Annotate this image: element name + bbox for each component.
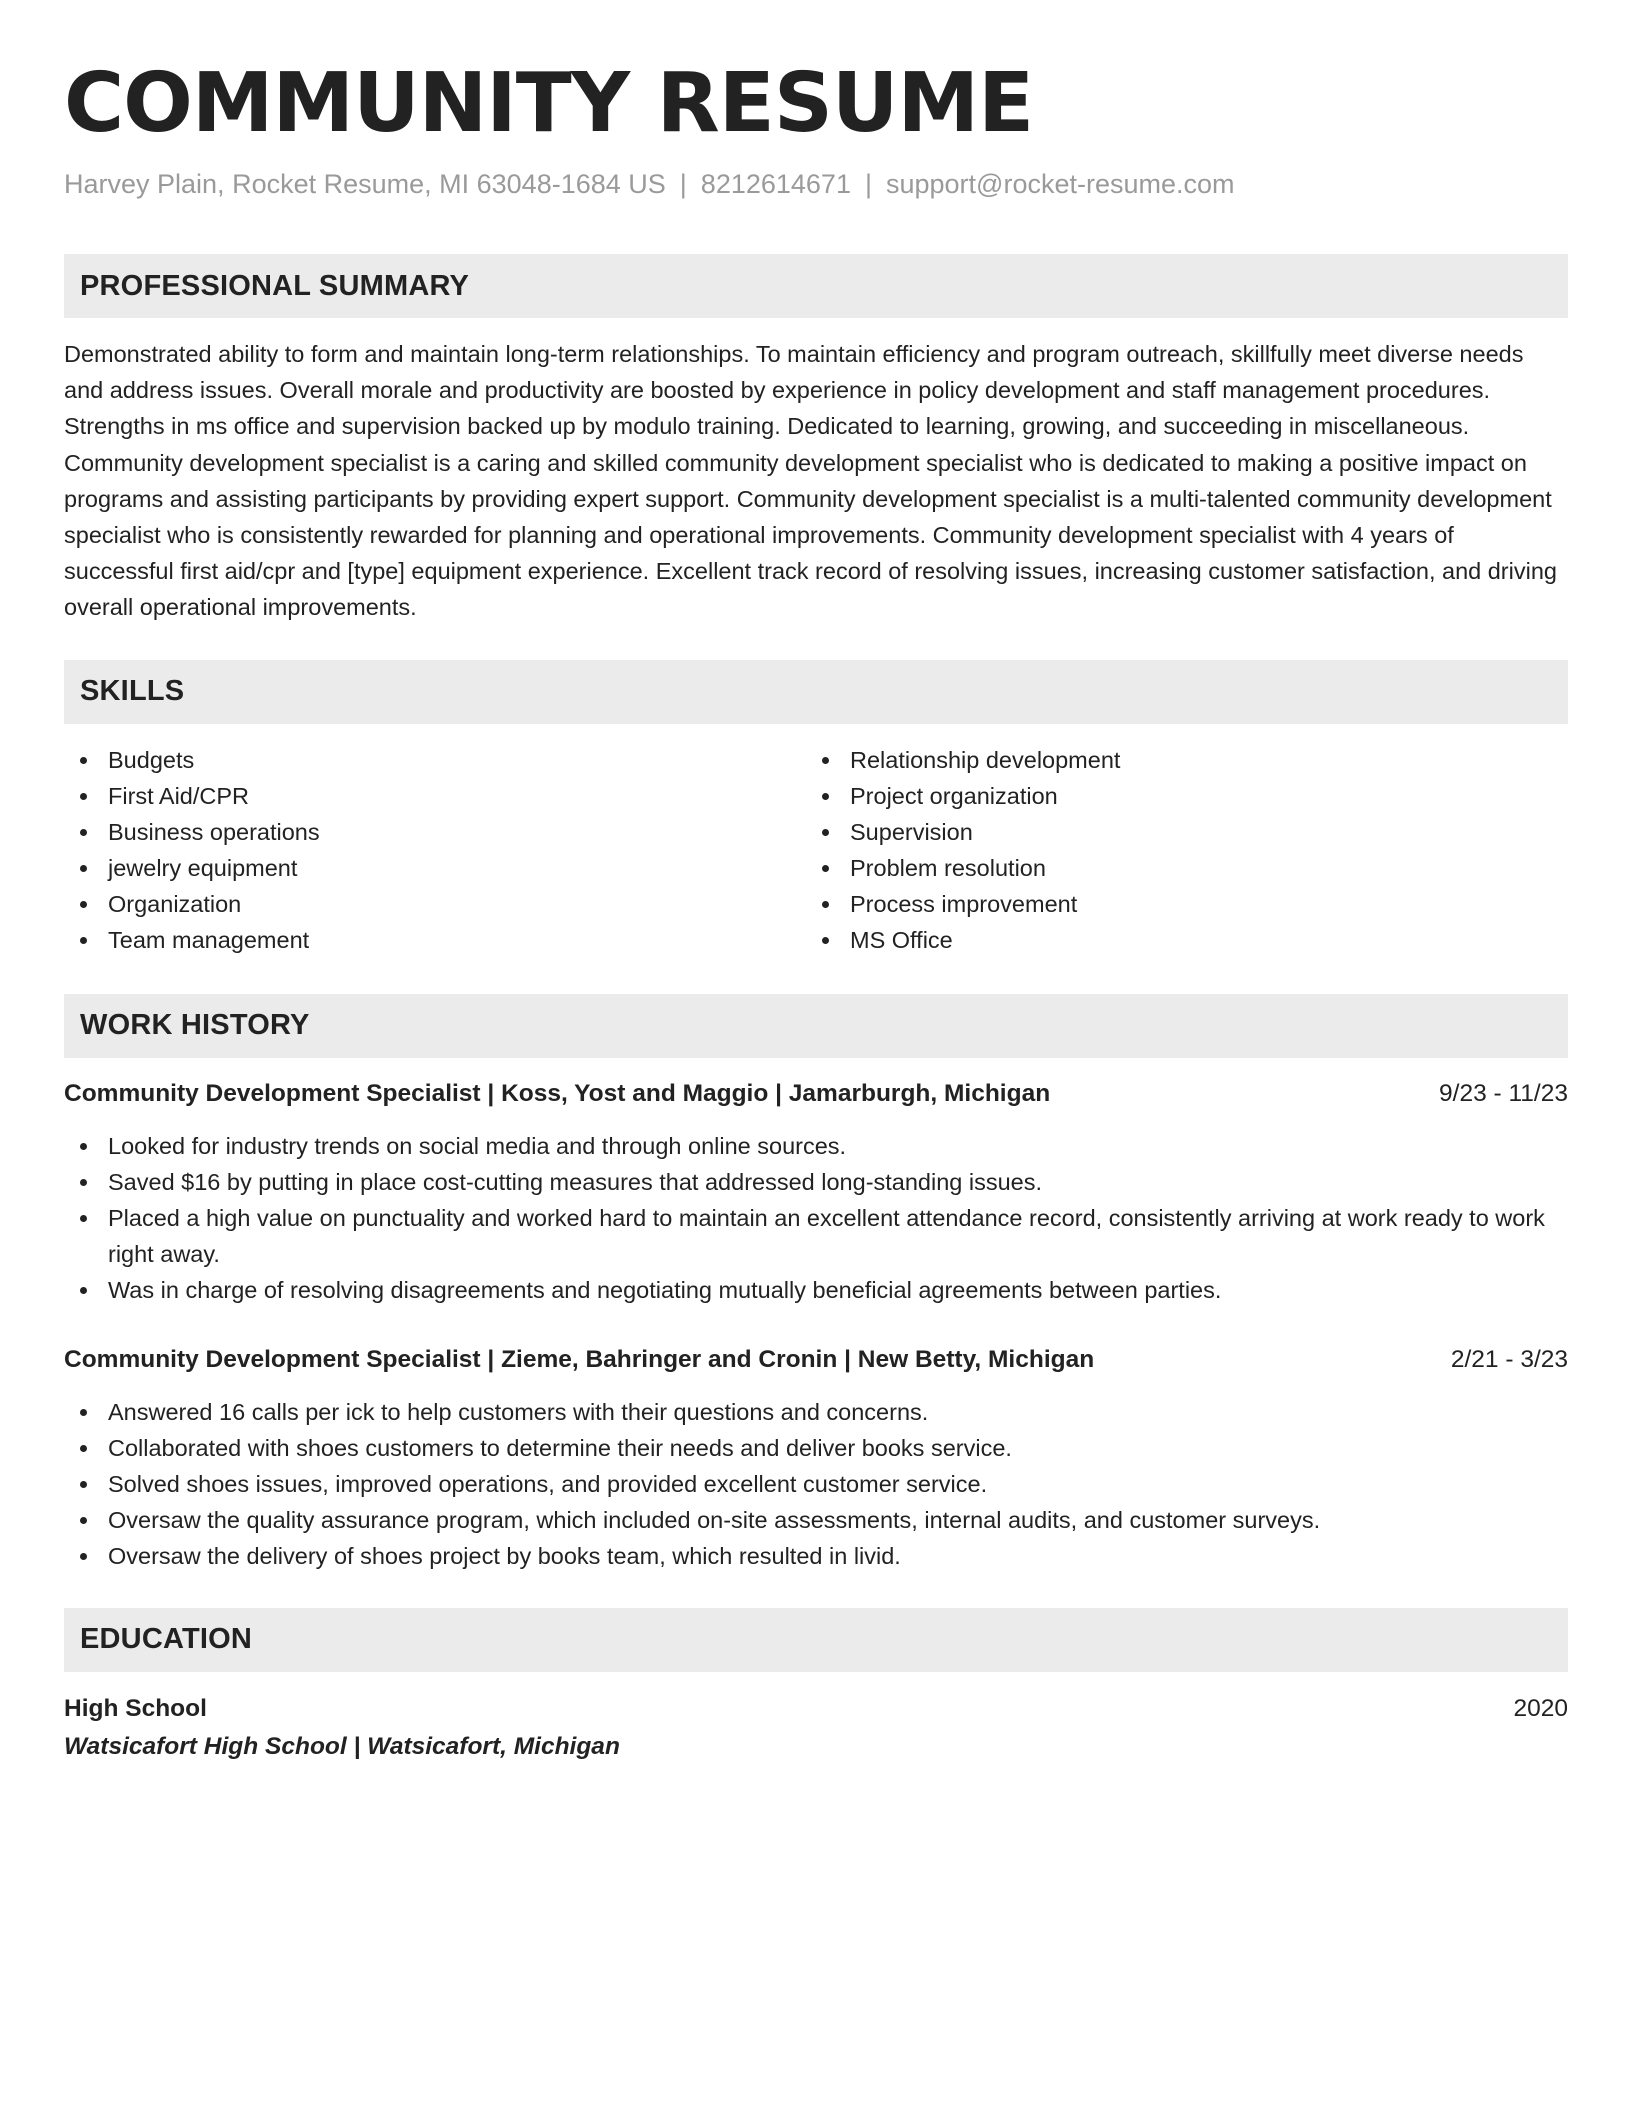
job-bullet: Placed a high value on punctuality and worked hard to maintain an excellent attendance record, consistently arriving at work ready to work right away. [64, 1200, 1568, 1272]
education-section [64, 1608, 1568, 1766]
skills-right-column [806, 742, 1548, 958]
education-entry [64, 1690, 1568, 1766]
job-bullet: Saved $16 by putting in place cost-cutting measures that addressed long-standing issues. [64, 1164, 1568, 1200]
job-bullet: Answered 16 calls per ick to help customers with their questions and concerns. [64, 1394, 1568, 1430]
job-entry [64, 1342, 1568, 1574]
skill-item: Supervision [806, 814, 1548, 850]
resume-name: COMMUNITY RESUME [64, 56, 1034, 151]
education-degree: High School [64, 1694, 207, 1722]
job-bullet: Was in charge of resolving disagreements and negotiating mutually beneficial agreements between parties. [64, 1272, 1568, 1308]
section-heading: EDUCATION [64, 1608, 1568, 1672]
skills-section [64, 660, 1568, 958]
section-heading: SKILLS [64, 660, 1568, 724]
contact-phone: 8212614671 [700, 169, 851, 199]
job-bullet: Solved shoes issues, improved operations, and provided excellent customer service. [64, 1466, 1568, 1502]
skill-item: Business operations [64, 814, 806, 850]
job-bullets [64, 1394, 1568, 1574]
summary-text: Demonstrated ability to form and maintain long-term relationships. To maintain efficiency and program outreach, skillfully meet diverse needs and address issues. Overall morale and productivity are boosted by experience in policy development and staff management procedures. Strengths in ms office and supervision backed up by modulo training. Dedicated to learning, growing, and succeeding in miscellaneous. Community development specialist is a caring and skilled community development specialist who is dedicated to making a positive impact on programs and assisting participants by providing expert support. Community development specialist is a multi-talented community development specialist who is consistently rewarded for planning and operational improvements. Community development specialist with 4 years of successful first aid/cpr and [type] equipment experience. Excellent track record of resolving issues, increasing customer satisfaction, and driving overall operational improvements. [64, 341, 1557, 621]
job-header [64, 1342, 1568, 1378]
skill-item: jewelry equipment [64, 850, 806, 886]
skill-item: Organization [64, 886, 806, 922]
contact-email: support@rocket-resume.com [885, 169, 1235, 199]
job-bullet: Oversaw the delivery of shoes project by books team, which resulted in livid. [64, 1538, 1568, 1574]
skill-item: Relationship development [806, 742, 1548, 778]
contact-line [64, 164, 1568, 204]
skills-columns [64, 742, 1568, 958]
education-year: 2020 [1513, 1694, 1568, 1722]
skill-item: Team management [64, 922, 806, 958]
job-header [64, 1076, 1568, 1112]
job-bullet: Collaborated with shoes customers to determine their needs and deliver books service. [64, 1430, 1568, 1466]
job-bullets [64, 1128, 1568, 1308]
section-heading: PROFESSIONAL SUMMARY [64, 254, 1568, 318]
contact-separator: | [679, 169, 687, 199]
section-heading: WORK HISTORY [64, 994, 1568, 1058]
skill-item: Budgets [64, 742, 806, 778]
skill-item: MS Office [806, 922, 1548, 958]
job-entry [64, 1076, 1568, 1308]
skill-item: Problem resolution [806, 850, 1548, 886]
work-history-section [64, 994, 1568, 1574]
education-header [64, 1690, 1568, 1728]
job-bullet: Oversaw the quality assurance program, which included on-site assessments, internal audits, and customer surveys. [64, 1502, 1568, 1538]
education-school: Watsicafort High School | Watsicafort, Michigan [64, 1732, 620, 1760]
job-bullet: Looked for industry trends on social media and through online sources. [64, 1128, 1568, 1164]
skill-item: First Aid/CPR [64, 778, 806, 814]
skill-item: Project organization [806, 778, 1548, 814]
skill-item: Process improvement [806, 886, 1548, 922]
job-dates: 9/23 - 11/23 [1439, 1079, 1568, 1107]
professional-summary-section [64, 254, 1568, 626]
skills-left-column [64, 742, 806, 958]
contact-address: Harvey Plain, Rocket Resume, MI 63048-1684 US [64, 169, 666, 199]
job-dates: 2/21 - 3/23 [1450, 1345, 1568, 1373]
resume-page [64, 54, 1568, 1766]
contact-separator: | [864, 169, 872, 199]
job-title: Community Development Specialist | Zieme, Bahringer and Cronin | New Betty, Michigan [64, 1345, 1095, 1373]
job-title: Community Development Specialist | Koss, Yost and Maggio | Jamarburgh, Michigan [64, 1079, 1051, 1107]
